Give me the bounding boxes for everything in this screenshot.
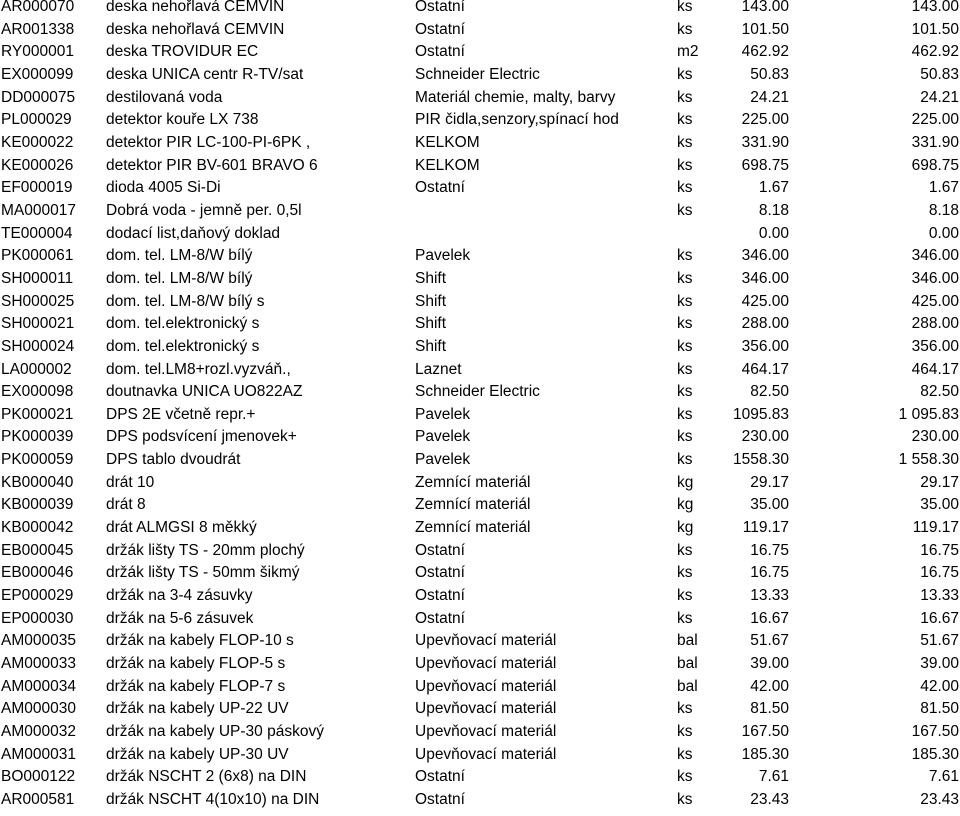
item-code: SH000011 — [1, 269, 74, 287]
item-total-price: 230.00 — [911, 428, 959, 446]
item-unit-price: 1095.83 — [732, 405, 789, 423]
item-unit-price: 82.50 — [750, 383, 789, 401]
item-total-price: 24.21 — [920, 88, 959, 106]
item-name: deska TROVIDUR EC — [106, 43, 259, 61]
item-name: držák NSCHT 4(10x10) na DIN — [106, 790, 320, 808]
item-total-price: 8.18 — [928, 201, 959, 219]
table-row — [0, 64, 960, 87]
item-unit-price: 16.75 — [750, 564, 789, 582]
item-unit: ks — [677, 451, 693, 469]
table-row — [0, 132, 960, 155]
item-category: Pavelek — [415, 405, 471, 423]
table-row — [0, 336, 960, 359]
table-row — [0, 608, 960, 631]
table-row — [0, 177, 960, 200]
item-unit-price: 346.00 — [741, 247, 789, 265]
item-code: AR001338 — [1, 20, 75, 38]
item-category: KELKOM — [415, 133, 480, 151]
item-category: Ostatní — [415, 541, 465, 559]
item-category: Ostatní — [415, 0, 465, 15]
table-row — [0, 540, 960, 563]
item-category: Shift — [415, 337, 447, 355]
item-name: držák na kabely UP-30 UV — [106, 745, 289, 763]
table-row — [0, 291, 960, 314]
item-category: Pavelek — [415, 428, 471, 446]
table-row — [0, 41, 960, 64]
item-code: SH000025 — [1, 292, 75, 310]
item-unit: ks — [677, 65, 693, 83]
item-unit-price: 464.17 — [741, 360, 789, 378]
item-unit: ks — [677, 111, 693, 129]
table-row — [0, 19, 960, 42]
item-unit-price: 16.75 — [750, 541, 789, 559]
item-unit-price: 167.50 — [741, 723, 789, 740]
item-unit: ks — [677, 587, 693, 605]
item-total-price: 225.00 — [911, 111, 959, 129]
item-unit: bal — [677, 632, 698, 650]
item-name: doutnavka UNICA UO822AZ — [106, 383, 303, 401]
item-name: držák na 5-6 zásuvek — [106, 609, 254, 627]
item-total-price: 288.00 — [911, 315, 959, 333]
item-name: držák na 3-4 zásuvky — [106, 587, 253, 605]
table-row — [0, 676, 960, 699]
item-name: drát 8 — [106, 496, 146, 514]
table-row — [0, 245, 960, 268]
table-row — [0, 223, 960, 246]
item-name: deska UNICA centr R-TV/sat — [106, 65, 304, 83]
item-unit-price: 42.00 — [750, 677, 789, 695]
item-total-price: 16.75 — [920, 564, 959, 582]
item-unit: ks — [677, 700, 693, 718]
item-unit-price: 35.00 — [750, 496, 789, 514]
item-unit-price: 7.61 — [758, 768, 789, 786]
table-row — [0, 268, 960, 291]
item-unit-price: 185.30 — [741, 745, 789, 763]
item-unit: ks — [677, 541, 693, 559]
item-code: AM000035 — [1, 632, 76, 650]
item-unit: ks — [677, 247, 693, 265]
table-row — [0, 426, 960, 449]
item-unit-price: 462.92 — [741, 43, 789, 61]
item-unit: ks — [677, 88, 693, 106]
item-name: destilovaná voda — [106, 88, 223, 106]
item-total-price: 42.00 — [920, 677, 959, 695]
item-total-price: 356.00 — [911, 337, 959, 355]
item-total-price: 143.00 — [911, 0, 959, 15]
item-name: držák na kabely UP-30 páskový — [106, 723, 324, 740]
item-unit-price: 346.00 — [741, 269, 789, 287]
item-category: Ostatní — [415, 179, 465, 197]
item-total-price: 185.30 — [911, 745, 959, 763]
item-total-price: 0.00 — [928, 224, 959, 242]
item-code: AM000033 — [1, 655, 76, 673]
item-unit: ks — [677, 179, 693, 197]
item-name: dioda 4005 Si-Di — [106, 179, 221, 197]
table-row — [0, 87, 960, 110]
item-unit-price: 288.00 — [741, 315, 789, 333]
item-code: PK000021 — [1, 405, 74, 423]
table-row — [0, 744, 960, 767]
item-code: SH000021 — [1, 315, 75, 333]
item-unit: m2 — [677, 43, 699, 61]
item-category: Shift — [415, 315, 447, 333]
item-name: DPS podsvícení jmenovek+ — [106, 428, 297, 446]
item-name: drát ALMGSI 8 měkký — [106, 519, 257, 537]
item-total-price: 13.33 — [920, 587, 959, 605]
item-unit: kg — [677, 473, 694, 491]
item-code: BO000122 — [1, 768, 76, 786]
item-category: Upevňovací materiál — [415, 655, 557, 673]
item-unit-price: 0.00 — [758, 224, 789, 242]
item-total-price: 1.67 — [928, 179, 959, 197]
item-code: AM000032 — [1, 723, 76, 740]
item-unit-price: 8.18 — [758, 201, 789, 219]
item-category: Schneider Electric — [415, 383, 540, 401]
item-code: MA000017 — [1, 201, 76, 219]
item-name: dodací list,daňový doklad — [106, 224, 281, 242]
table-row — [0, 0, 960, 19]
item-unit: ks — [677, 0, 693, 15]
item-category: Shift — [415, 292, 447, 310]
item-name: detektor PIR BV-601 BRAVO 6 — [106, 156, 318, 174]
item-unit: ks — [677, 609, 693, 627]
item-unit: ks — [677, 768, 693, 786]
table-row — [0, 109, 960, 132]
item-name: dom. tel.LM8+rozl.vyzváň., — [106, 360, 291, 378]
item-name: držák na kabely FLOP-7 s — [106, 677, 286, 695]
item-code: KE000022 — [1, 133, 74, 151]
item-category: Zemnící materiál — [415, 519, 531, 537]
item-category: Ostatní — [415, 564, 465, 582]
item-code: PK000039 — [1, 428, 74, 446]
item-unit-price: 50.83 — [750, 65, 789, 83]
item-unit: ks — [677, 269, 693, 287]
item-total-price: 51.67 — [920, 632, 959, 650]
item-total-price: 425.00 — [911, 292, 959, 310]
item-unit: ks — [677, 745, 693, 763]
item-total-price: 1 095.83 — [898, 405, 959, 423]
item-category: Zemnící materiál — [415, 496, 531, 514]
item-name: držák lišty TS - 50mm šikmý — [106, 564, 300, 582]
item-code: EX000099 — [1, 65, 74, 83]
item-category: Upevňovací materiál — [415, 700, 557, 718]
item-unit-price: 230.00 — [741, 428, 789, 446]
item-total-price: 167.50 — [911, 723, 959, 740]
item-code: LA000002 — [1, 360, 72, 378]
item-total-price: 331.90 — [911, 133, 959, 151]
item-unit: ks — [677, 383, 693, 401]
table-row — [0, 494, 960, 517]
item-total-price: 101.50 — [911, 20, 959, 38]
item-code: PL000029 — [1, 111, 72, 129]
item-name: DPS tablo dvoudrát — [106, 451, 241, 469]
item-code: SH000024 — [1, 337, 75, 355]
item-name: detektor PIR LC-100-PI-6PK , — [106, 133, 311, 151]
item-name: držák NSCHT 2 (6x8) na DIN — [106, 768, 307, 786]
item-name: držák lišty TS - 20mm plochý — [106, 541, 305, 559]
item-code: PK000059 — [1, 451, 74, 469]
table-row — [0, 585, 960, 608]
table-row — [0, 200, 960, 223]
item-category: Shift — [415, 269, 447, 287]
item-total-price: 346.00 — [911, 269, 959, 287]
item-unit: ks — [677, 405, 693, 423]
item-total-price: 35.00 — [920, 496, 959, 514]
table-row — [0, 562, 960, 585]
item-unit-price: 29.17 — [750, 473, 789, 491]
item-unit: bal — [677, 655, 698, 673]
item-unit-price: 101.50 — [741, 20, 789, 38]
item-name: detektor kouře LX 738 — [106, 111, 259, 129]
item-code: EP000029 — [1, 587, 74, 605]
table-row — [0, 359, 960, 382]
item-category: Ostatní — [415, 43, 465, 61]
item-total-price: 1 558.30 — [898, 451, 959, 469]
table-row — [0, 472, 960, 495]
item-category: Ostatní — [415, 609, 465, 627]
item-category: Upevňovací materiál — [415, 677, 557, 695]
item-name: deska nehořlavá CEMVIN — [106, 20, 285, 38]
item-unit: ks — [677, 133, 693, 151]
item-unit-price: 425.00 — [741, 292, 789, 310]
item-unit-price: 119.17 — [742, 519, 789, 537]
item-unit: ks — [677, 20, 693, 38]
item-total-price: 29.17 — [920, 473, 959, 491]
item-unit: ks — [677, 337, 693, 355]
item-total-price: 39.00 — [920, 655, 959, 673]
item-code: EP000030 — [1, 609, 74, 627]
item-unit-price: 331.90 — [741, 133, 789, 151]
item-total-price: 23.43 — [920, 790, 959, 808]
item-category: Pavelek — [415, 247, 471, 265]
item-code: RY000001 — [1, 43, 74, 61]
item-unit-price: 13.33 — [750, 587, 789, 605]
item-code: AM000031 — [1, 745, 76, 763]
item-total-price: 346.00 — [911, 247, 959, 265]
item-unit-price: 698.75 — [741, 156, 789, 174]
table-row — [0, 313, 960, 336]
item-unit: ks — [677, 201, 693, 219]
item-unit: ks — [677, 790, 693, 808]
item-name: dom. tel. LM-8/W bílý s — [106, 292, 265, 310]
item-code: AR000581 — [1, 790, 75, 808]
item-name: DPS 2E včetně repr.+ — [106, 405, 256, 423]
item-unit: ks — [677, 315, 693, 333]
table-row — [0, 517, 960, 540]
item-code: KE000026 — [1, 156, 74, 174]
item-total-price: 16.67 — [920, 609, 959, 627]
item-total-price: 82.50 — [920, 383, 959, 401]
item-name: dom. tel. LM-8/W bílý — [106, 247, 253, 265]
item-unit: bal — [677, 677, 698, 695]
item-code: EB000045 — [1, 541, 74, 559]
item-unit: ks — [677, 292, 693, 310]
item-name: drát 10 — [106, 473, 155, 491]
item-category: Ostatní — [415, 587, 465, 605]
item-unit-price: 1558.30 — [732, 451, 789, 469]
item-unit: ks — [677, 360, 693, 378]
item-name: dom. tel.elektronický s — [106, 315, 260, 333]
item-category: Ostatní — [415, 768, 465, 786]
table-row — [0, 698, 960, 721]
item-total-price: 81.50 — [920, 700, 959, 718]
item-unit: kg — [677, 519, 694, 537]
item-code: DD000075 — [1, 88, 76, 106]
item-code: EB000046 — [1, 564, 74, 582]
item-code: PK000061 — [1, 247, 74, 265]
item-name: držák na kabely UP-22 UV — [106, 700, 289, 718]
table-row — [0, 789, 960, 812]
item-unit-price: 24.21 — [750, 88, 789, 106]
item-total-price: 50.83 — [920, 65, 959, 83]
item-name: držák na kabely FLOP-5 s — [106, 655, 286, 673]
item-code: EX000098 — [1, 383, 74, 401]
item-code: AM000030 — [1, 700, 76, 718]
item-code: KB000040 — [1, 473, 74, 491]
item-category: Upevňovací materiál — [415, 745, 557, 763]
item-unit: kg — [677, 496, 694, 514]
item-unit-price: 16.67 — [750, 609, 789, 627]
table-row — [0, 381, 960, 404]
item-total-price: 16.75 — [920, 541, 959, 559]
item-category: Upevňovací materiál — [415, 632, 557, 650]
table-row — [0, 155, 960, 178]
item-category: Laznet — [415, 360, 462, 378]
item-category: Pavelek — [415, 451, 471, 469]
table-row — [0, 404, 960, 427]
item-unit-price: 81.50 — [750, 700, 789, 718]
item-code: AR000070 — [1, 0, 75, 15]
item-name: dom. tel. LM-8/W bílý — [106, 269, 253, 287]
item-category: Zemnící materiál — [415, 473, 531, 491]
item-unit: ks — [677, 156, 693, 174]
item-unit-price: 225.00 — [741, 111, 789, 129]
item-code: KB000042 — [1, 519, 74, 537]
item-total-price: 464.17 — [911, 360, 959, 378]
item-total-price: 462.92 — [911, 43, 959, 61]
item-unit-price: 143.00 — [741, 0, 789, 15]
item-category: Ostatní — [415, 790, 465, 808]
item-category: Schneider Electric — [415, 65, 540, 83]
table-row — [0, 630, 960, 653]
item-code: KB000039 — [1, 496, 74, 514]
item-unit-price: 39.00 — [750, 655, 789, 673]
item-category: KELKOM — [415, 156, 480, 174]
item-unit-price: 1.67 — [758, 179, 789, 197]
item-unit-price: 23.43 — [750, 790, 789, 808]
item-total-price: 119.17 — [912, 519, 959, 537]
item-name: Dobrá voda - jemně per. 0,5l — [106, 201, 302, 219]
item-total-price: 7.61 — [928, 768, 959, 786]
item-unit: ks — [677, 564, 693, 582]
item-unit: ks — [677, 428, 693, 446]
table-row — [0, 766, 960, 789]
item-category: Upevňovací materiál — [415, 723, 557, 740]
item-category: PIR čidla,senzory,spínací hod — [415, 111, 619, 129]
item-category: Materiál chemie, malty, barvy — [415, 88, 616, 106]
item-unit: ks — [677, 723, 693, 740]
item-category: Ostatní — [415, 20, 465, 38]
table-row — [0, 653, 960, 676]
table-row — [0, 721, 960, 744]
item-unit-price: 356.00 — [741, 337, 789, 355]
item-code: AM000034 — [1, 677, 76, 695]
table-row — [0, 449, 960, 472]
item-unit-price: 51.67 — [750, 632, 789, 650]
item-code: TE000004 — [1, 224, 73, 242]
item-code: EF000019 — [1, 179, 73, 197]
item-name: držák na kabely FLOP-10 s — [106, 632, 294, 650]
item-name: dom. tel.elektronický s — [106, 337, 260, 355]
item-total-price: 698.75 — [911, 156, 959, 174]
item-name: deska nehořlavá CEMVIN — [106, 0, 285, 15]
